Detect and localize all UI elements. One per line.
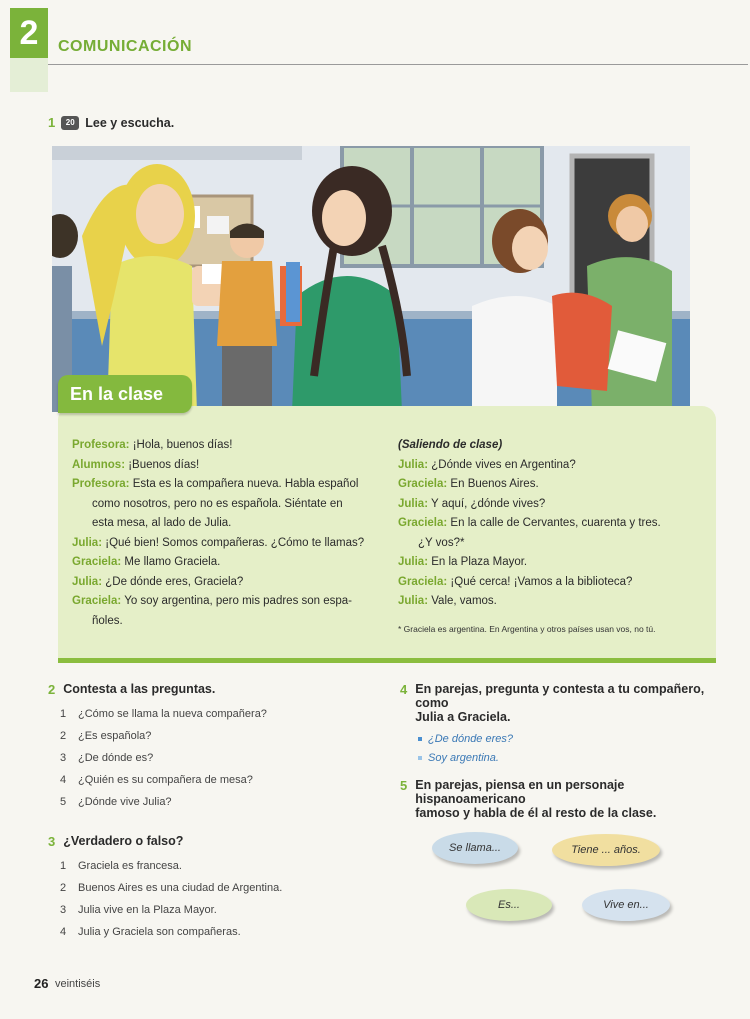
dialogue-line-continuation: ¿Y vos?* xyxy=(418,536,465,549)
dialogue-left-column xyxy=(72,436,372,631)
dialogue-line: Julia: ¡Qué bien! Somos compañeras. ¿Cómo te llamas? xyxy=(72,536,365,549)
exercise-number: 1 xyxy=(48,115,56,130)
dialogue-line: Graciela: Yo soy argentina, pero mis padres son espa- xyxy=(72,595,353,607)
list-item: 3 ¿De dónde es? xyxy=(60,752,154,764)
exercise-instruction: Lee y escucha. xyxy=(85,115,175,130)
classroom-illustration xyxy=(52,146,690,412)
exercise-title: ¿Verdadero o falso? xyxy=(63,834,184,848)
dialogue-line-continuation: como nosotros, pero no es española. Siéntate en xyxy=(92,497,343,510)
dialogue-footnote: * Graciela es argentina. En Argentina y otros países usan vos, no tú. xyxy=(398,623,656,634)
side-band xyxy=(10,58,48,92)
exercise-title-line: En parejas, pregunta y contesta a tu compañero, como xyxy=(415,682,705,710)
bullet-icon xyxy=(418,756,422,760)
page-number: 26 xyxy=(34,976,49,991)
speech-bubble: Es... xyxy=(466,889,552,921)
model-question: ¿De dónde eres? xyxy=(418,730,730,749)
exercise-number: 2 xyxy=(48,682,56,697)
list-item: 3 Julia vive en la Plaza Mayor. xyxy=(60,904,217,916)
dialogue-line: Profesora: Esta es la compañera nueva. Habla español xyxy=(72,478,359,490)
exercise-title-line: Julia a Graciela. xyxy=(415,710,511,724)
speech-bubble: Tiene ... años. xyxy=(552,834,660,866)
exercise-5 xyxy=(400,778,730,820)
list-item: 2 Buenos Aires es una ciudad de Argentina. xyxy=(60,882,283,894)
list-item: 4 Julia y Graciela son compañeras. xyxy=(60,926,241,938)
speech-bubble: Vive en... xyxy=(582,889,670,921)
dialogue-line: Graciela: En Buenos Aires. xyxy=(398,478,539,490)
exercise-1-header xyxy=(48,115,174,130)
exercise-2 xyxy=(48,682,368,813)
model-answer: Soy argentina. xyxy=(418,749,730,768)
dialogue-line-continuation: ñoles. xyxy=(92,614,123,627)
dialogue-line: Graciela: En la calle de Cervantes, cuarenta y tres. xyxy=(398,517,661,529)
dialogue-line: Alumnos: ¡Buenos días! xyxy=(72,458,200,471)
dialogue-line: Graciela: Me llamo Graciela. xyxy=(72,556,221,568)
list-item: 5 ¿Dónde vive Julia? xyxy=(60,796,172,808)
unit-number-badge: 2 xyxy=(10,8,48,58)
bullet-icon xyxy=(418,737,422,741)
section-title: COMUNICACIÓN xyxy=(58,38,192,55)
dialogue-line-continuation: esta mesa, al lado de Julia. xyxy=(92,517,232,529)
dialogue-line: Julia: En la Plaza Mayor. xyxy=(398,556,528,568)
list-item: 1 ¿Cómo se llama la nueva compañera? xyxy=(60,708,267,720)
page-number-word: veintiséis xyxy=(55,978,101,990)
question-list xyxy=(60,703,368,813)
statement-list xyxy=(60,855,368,943)
dialogue-line: Julia: Y aquí, ¿dónde vives? xyxy=(398,497,546,510)
dialogue-title: En la clase xyxy=(58,375,192,413)
exercise-title: Contesta a las preguntas. xyxy=(63,682,216,696)
list-item: 4 ¿Quién es su compañera de mesa? xyxy=(60,774,253,786)
dialogue-line: Julia: ¿De dónde eres, Graciela? xyxy=(72,575,244,588)
dialogue-right-column xyxy=(398,436,708,639)
stage-direction: (Saliendo de clase) xyxy=(398,439,503,451)
header-rule xyxy=(48,64,748,65)
list-item: 2 ¿Es española? xyxy=(60,730,152,742)
exercise-title-line: En parejas, piensa en un personaje hispanoamericano xyxy=(415,778,625,806)
exercise-number: 3 xyxy=(48,834,56,849)
exercise-number: 5 xyxy=(400,778,408,793)
dialogue-line: Profesora: ¡Hola, buenos días! xyxy=(72,439,233,451)
exercise-3 xyxy=(48,834,368,943)
speech-bubble: Se llama... xyxy=(432,832,518,864)
audio-track-icon[interactable]: 20 xyxy=(61,116,79,130)
dialogue-line: Graciela: ¡Qué cerca! ¡Vamos a la biblioteca? xyxy=(398,575,633,588)
exercise-number: 4 xyxy=(400,682,408,697)
exercise-4 xyxy=(400,682,730,768)
dialogue-line: Julia: Vale, vamos. xyxy=(398,595,497,607)
exercise-title-line: famoso y habla de él al resto de la clase. xyxy=(415,806,657,820)
dialogue-line: Julia: ¿Dónde vives en Argentina? xyxy=(398,458,576,471)
list-item: 1 Graciela es francesa. xyxy=(60,860,182,872)
